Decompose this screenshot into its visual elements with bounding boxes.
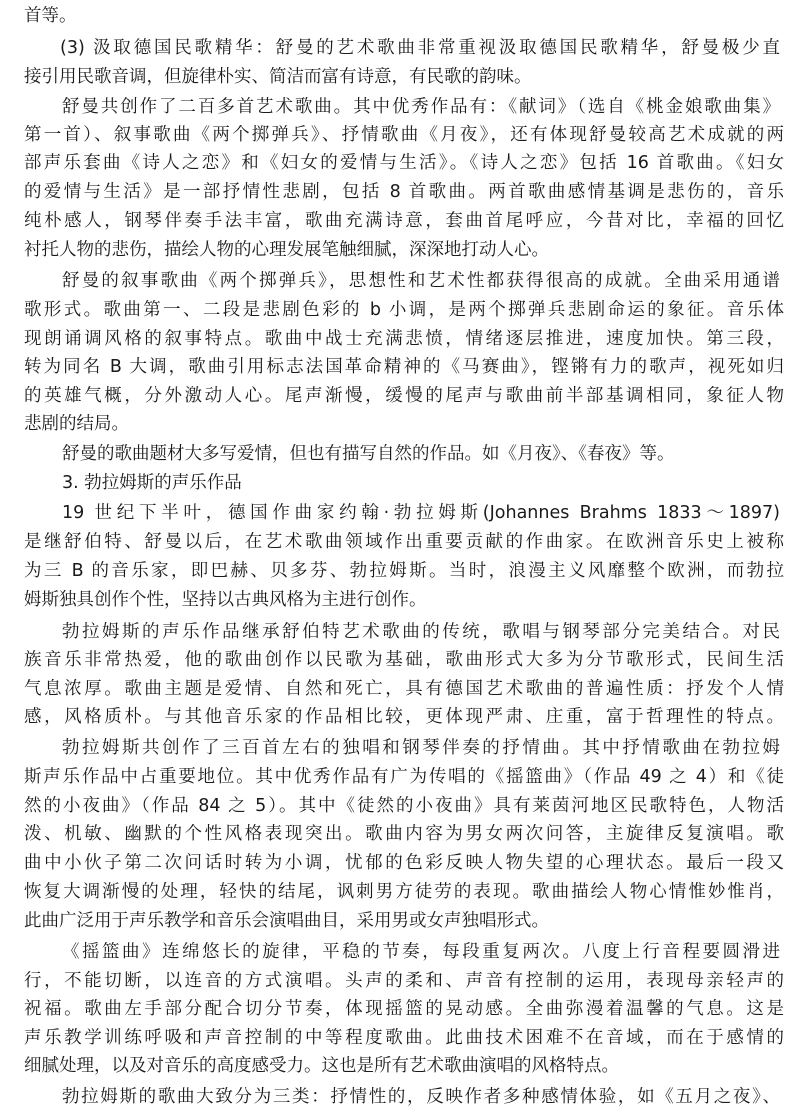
text-line: 族音乐非常热爱，他的歌曲创作以民歌为基础，歌曲形式大多为分节歌形式，民间生活: [24, 650, 784, 670]
text-line: 为三 B 的音乐家，即巴赫、贝多芬、勃拉姆斯。当时，浪漫主义风靡整个欧洲，而勃拉: [24, 561, 784, 581]
text-line: 姆斯独具创作个性，坚持以古典风格为主进行创作。: [24, 590, 427, 610]
text-line: 行，不能切断，以连音的方式演唱。头声的柔和、声音有控制的运用，表现母亲轻声的: [24, 971, 784, 991]
text-line: 细腻处理，以及对音乐的高度感受力。这也是所有艺术歌曲演唱的风格特点。: [24, 1056, 619, 1076]
text-line: 勃拉姆斯共创作了三百首左右的独唱和钢琴伴奏的抒情曲。其中抒情歌曲在勃拉姆: [62, 738, 780, 758]
text-line: 转为同名 B 大调，歌曲引用标志法国革命精神的《马赛曲》，铿锵有力的歌声，视死如归: [24, 357, 784, 377]
text-line: 感，风格质朴。与其他音乐家的作品相比较，更体现严肃、庄重，富于哲理性的特点。: [24, 707, 784, 727]
text-line: 是继舒伯特、舒曼以后，在艺术歌曲领域作出重要贡献的作曲家。在欧洲音乐史上被称: [24, 532, 784, 552]
text-line: 舒曼的叙事歌曲《两个掷弹兵》，思想性和艺术性都获得很高的成就。全曲采用通谱: [62, 271, 780, 291]
text-line: 曲中小伙子第二次问话时转为小调，忧郁的色彩反映人物失望的心理状态。最后一段又: [24, 853, 784, 873]
text-line: 悲剧的结局。: [24, 414, 129, 434]
text-line: 衬托人物的悲伤，描绘人物的心理发展笔触细腻，深深地打动人心。: [24, 240, 549, 260]
text-line: 勃拉姆斯的声乐作品继承舒伯特艺术歌曲的传统，歌唱与钢琴部分完美结合。对民: [62, 622, 780, 642]
text-line: 的爱情与生活》是一部抒情性悲剧，包括 8 首歌曲。两首歌曲感情基调是悲伤的，音乐: [24, 182, 784, 202]
text-line: (3) 汲取德国民歌精华：舒曼的艺术歌曲非常重视汲取德国民歌精华，舒曼极少直: [60, 38, 780, 58]
text-line: 舒曼共创作了二百多首艺术歌曲。其中优秀作品有：《献词》（选自《桃金娘歌曲集》: [62, 97, 780, 117]
text-line: 然的小夜曲》（作品 84 之 5）。其中《徒然的小夜曲》具有莱茵河地区民歌特色，人物活: [24, 796, 784, 816]
text-line: 恢复大调渐慢的处理，轻快的结尾，讽刺男方徒劳的表现。歌曲描绘人物心情惟妙惟肖，: [24, 882, 784, 902]
text-line: 《摇篮曲》连绵悠长的旋律，平稳的节奏，每段重复两次。八度上行音程要圆滑进: [62, 942, 780, 962]
text-line: 现朗诵调风格的叙事特点。歌曲中战士充满悲愤，情绪逐层推进，速度加快。第三段，: [24, 329, 784, 349]
text-line: 19 世纪下半叶，德国作曲家约翰·勃拉姆斯(Johannes Brahms 1833～1897): [62, 503, 780, 523]
text-line: 泼、机敏、幽默的个性风格表现突出。歌曲内容为男女两次问答，主旋律反复演唱。歌: [24, 824, 784, 844]
text-line: 斯声乐作品中占重要地位。其中优秀作品有广为传唱的《摇篮曲》（作品 49 之 4）和《徒: [24, 767, 784, 787]
text-line: 第一首）、叙事歌曲《两个掷弹兵》、抒情歌曲《月夜》，还有体现舒曼较高艺术成就的两: [24, 125, 784, 145]
text-line: 首等。: [24, 6, 77, 26]
text-line: 纯朴感人，钢琴伴奏手法丰富，歌曲充满诗意，套曲首尾呼应，今昔对比，幸福的回忆: [24, 211, 784, 231]
text-line: 此曲广泛用于声乐教学和音乐会演唱曲目，采用男或女声独唱形式。: [24, 911, 549, 931]
text-line: 勃拉姆斯的歌曲大致分为三类：抒情性的，反映作者多种感情体验，如《五月之夜》、: [62, 1087, 780, 1107]
text-line: 的英雄气概，分外激动人心。尾声渐慢，缓慢的尾声与歌曲前半部基调相同，象征人物: [24, 386, 784, 406]
text-line: 声乐教学训练呼吸和声音控制的中等程度歌曲。此曲技术困难不在音域，而在于感情的: [24, 1028, 784, 1048]
text-line: 祝福。歌曲左手部分配合切分节奏，体现摇篮的晃动感。全曲弥漫着温馨的气息。这是: [24, 999, 784, 1019]
text-line: 部声乐套曲《诗人之恋》和《妇女的爱情与生活》。《诗人之恋》包括 16 首歌曲。《妇女: [24, 153, 784, 173]
text-line: 接引用民歌音调，但旋律朴实、简洁而富有诗意，有民歌的韵味。: [24, 67, 532, 87]
section-heading: 3. 勃拉姆斯的声乐作品: [62, 473, 242, 493]
text-line: 歌形式。歌曲第一、二段是悲剧色彩的 b 小调，是两个掷弹兵悲剧命运的象征。音乐体: [24, 300, 784, 320]
text-line: 舒曼的歌曲题材大多写爱情，但也有描写自然的作品。如《月夜》、《春夜》等。: [62, 444, 675, 464]
text-line: 气息浓厚。歌曲主题是爱情、自然和死亡，具有德国艺术歌曲的普遍性质：抒发个人情: [24, 679, 784, 699]
